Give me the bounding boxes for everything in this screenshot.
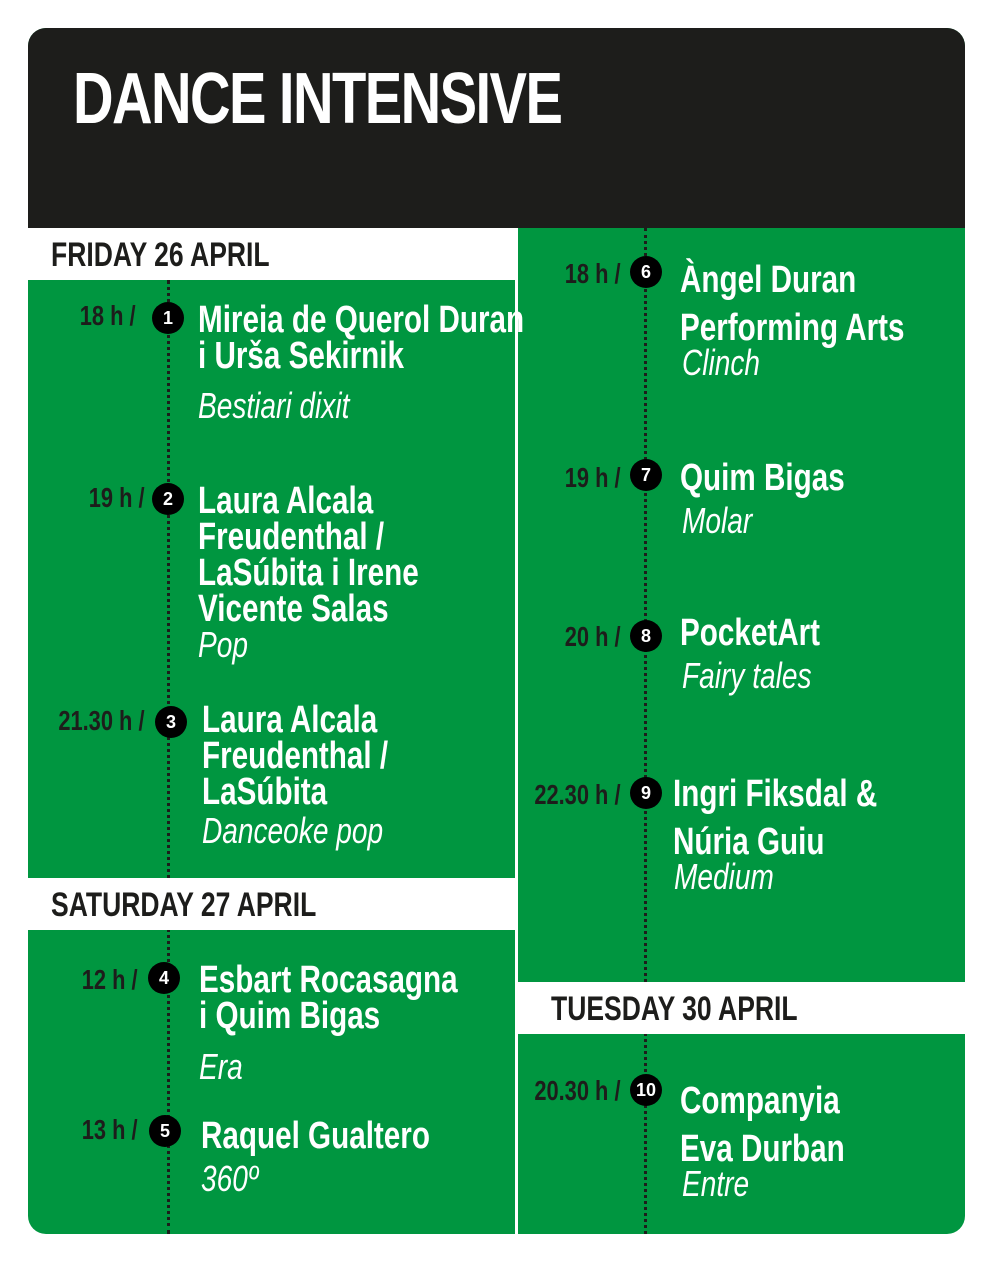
event-artist: Laura Alcala Freudenthal / LaSúbita i Irene Vicente Salas xyxy=(198,480,419,630)
event-time: 12 h / xyxy=(82,964,138,995)
event-number-badge: 6 xyxy=(630,256,662,288)
event-show-title: Fairy tales xyxy=(682,655,812,696)
event-show-title: Bestiari dixit xyxy=(198,385,350,426)
day-header-tuesday xyxy=(518,982,965,1034)
day-header-friday xyxy=(28,228,515,280)
event-artist: Àngel Duran Performing Arts xyxy=(680,259,905,349)
event-number-badge: 3 xyxy=(155,706,187,738)
event-number-badge: 7 xyxy=(630,459,662,491)
event-show-title: Pop xyxy=(198,624,248,665)
event-show-title: 360º xyxy=(201,1158,259,1199)
event-number-badge: 4 xyxy=(148,962,180,994)
event-show-title: Era xyxy=(199,1046,243,1087)
event-artist: Mireia de Querol Duran i Urša Sekirnik xyxy=(198,299,525,377)
event-number-badge: 10 xyxy=(630,1074,662,1106)
event-time: 13 h / xyxy=(82,1114,138,1145)
event-time: 22.30 h / xyxy=(534,779,621,810)
schedule-card xyxy=(28,28,965,1234)
event-artist: Laura Alcala Freudenthal / LaSúbita xyxy=(202,699,389,813)
event-number-badge: 8 xyxy=(630,620,662,652)
event-time: 19 h / xyxy=(565,462,621,493)
event-time: 19 h / xyxy=(89,482,145,513)
event-artist: Raquel Gualtero xyxy=(201,1115,430,1157)
header xyxy=(28,28,965,228)
event-artist: Ingri Fiksdal & Núria Guiu xyxy=(673,773,878,863)
event-show-title: Danceoke pop xyxy=(202,810,384,851)
column-divider xyxy=(515,228,518,1234)
event-artist: Companyia Eva Durban xyxy=(680,1080,845,1170)
event-show-title: Molar xyxy=(682,500,753,541)
event-artist: PocketArt xyxy=(680,612,821,654)
event-time: 18 h / xyxy=(565,258,621,289)
event-time: 18 h / xyxy=(80,300,136,331)
event-show-title: Clinch xyxy=(682,342,761,383)
event-number-badge: 5 xyxy=(149,1115,181,1147)
event-artist: Esbart Rocasagna i Quim Bigas xyxy=(199,959,458,1037)
event-time: 21.30 h / xyxy=(58,705,145,736)
event-number-badge: 1 xyxy=(152,302,184,334)
event-artist: Quim Bigas xyxy=(680,457,845,499)
page-title: DANCE INTENSIVE xyxy=(73,59,562,139)
event-number-badge: 9 xyxy=(630,777,662,809)
event-number-badge: 2 xyxy=(152,483,184,515)
timeline-left xyxy=(167,280,170,1234)
event-show-title: Entre xyxy=(682,1163,750,1204)
event-time: 20 h / xyxy=(565,621,621,652)
day-label: FRIDAY 26 APRIL xyxy=(51,236,270,274)
day-label: TUESDAY 30 APRIL xyxy=(551,990,798,1028)
day-header-saturday xyxy=(28,878,515,930)
event-show-title: Medium xyxy=(674,856,774,897)
day-label: SATURDAY 27 APRIL xyxy=(51,886,317,924)
event-time: 20.30 h / xyxy=(534,1075,621,1106)
